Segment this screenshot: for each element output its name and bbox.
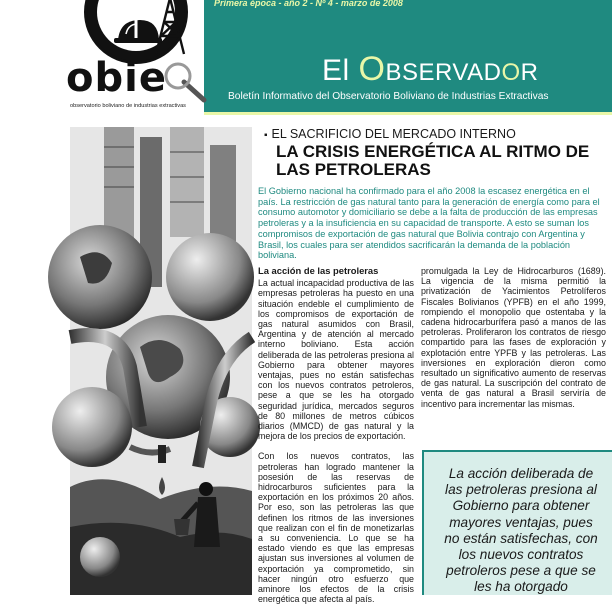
title-letter-r: R bbox=[520, 59, 539, 86]
title-end-o: O bbox=[501, 59, 521, 86]
article-lead: El Gobierno nacional ha confirmado para el año 2008 la escasez energética en el país. La restricción de gas natural tanto para la generación de energía como para el consumo automotor y domiciliario se debe a la falta de producción de las empresas petroleras y a la insuficiencia en su capacidad de transporte. A esto se suman los compromisos de exportación de gas natural que Bolivia contrajo con Argentina y Brasil, los cuales para ser atendidos sacrificarán la demanda de la población boliviana. bbox=[258, 186, 600, 261]
planet-machinery-illustration bbox=[70, 127, 252, 595]
title-middle: BSERVAD bbox=[385, 59, 502, 86]
header-rule bbox=[204, 112, 612, 115]
square-bullet-icon: ▪ bbox=[264, 130, 268, 141]
title-prefix: El bbox=[322, 54, 359, 87]
logo-wordmark: obie bbox=[66, 55, 167, 101]
right-paragraph-1: promulgada la Ley de Hidrocarburos (1689). La vigencia de la misma permitió la privatización de Yacimientos Petrolíferos Fiscales Bolivianos (YPFB) en el año 1999, rompiendo el monopolio que ostentaba y la cadena hidrocarburífera pasó a manos de las petroleras. Proliferaron los contratos de riesgo compartido para las fases de exploración y explotación entre YPFB y las petroleras. Las inversiones en exploración dieron como resultado un significativo aumento de reservas de gas natural. La suscripción del contrato de venta de gas natural a Brasil serviría de incentivo para incrementar las mismas. bbox=[421, 266, 606, 409]
derrick-icon bbox=[152, 0, 188, 56]
left-paragraph-1: La actual incapacidad productiva de las empresas petroleras ha puesto en una situación endeble el cumplimiento de los compromisos de exportación de gas natural asumidos con Brasil, Argentina y de atención al mercado interno boliviano. Esta acción deliberada de las petroleras presiona al Gobierno para obtener mayores ventajas, pues no están satisfechas con los nuevos contratos petroleros, pese a que se les ha otorgado seguridad jurídica, mercados seguros de 80 millones de metros cúbicos diarios (MMCD) de gas natural y la mejora de los precios de exportación. bbox=[258, 278, 414, 442]
article-headline: LA CRISIS ENERGÉTICA AL RITMO DE LAS PETROLERAS bbox=[276, 142, 590, 179]
column-right bbox=[421, 266, 606, 419]
left-paragraph-2: Con los nuevos contratos, las petroleras han logrado mantener la posesión de las reservas de hidrocarburos suficientes para la exportación en los próximos 20 años. Por eso, son las petroleras las que definen los ritmos de las inversiones que realizan con el fin de monetizarlas a su conveniencia. Lo que se ha estado viendo es que las empresas ajustan sus inversiones al volumen de exportación ya comprometido, sin hacer ningún otro esfuerzo que aminore los efectos de la crisis energética que afecta al país. bbox=[258, 451, 414, 605]
logo-subtitle: observatorio boliviano de industrias extractivas bbox=[70, 103, 186, 109]
issue-line: Primera época - año 2 - Nº 4 - marzo de 2008 bbox=[214, 0, 403, 8]
obie-logo bbox=[60, 0, 220, 118]
title-letter-o: O bbox=[358, 50, 386, 88]
magnifier-icon bbox=[164, 62, 208, 102]
pull-quote: La acción deliberada de las petroleras presiona al Gobierno para obtener mayores ventajas, pues no están satisfechas, con los nuevos contratos petroleros pese a que se les ha otorgado bbox=[444, 466, 598, 595]
column-left bbox=[258, 266, 414, 615]
kicker-text: EL SACRIFICIO DEL MERCADO INTERNO bbox=[271, 127, 516, 141]
bulletin-subtitle: Boletín Informativo del Observatorio Boliviano de Industrias Extractivas bbox=[228, 91, 549, 102]
section-heading: La acción de las petroleras bbox=[258, 265, 379, 276]
bulletin-title bbox=[322, 52, 538, 86]
pull-quote-box bbox=[422, 450, 612, 595]
article-kicker bbox=[264, 127, 516, 141]
